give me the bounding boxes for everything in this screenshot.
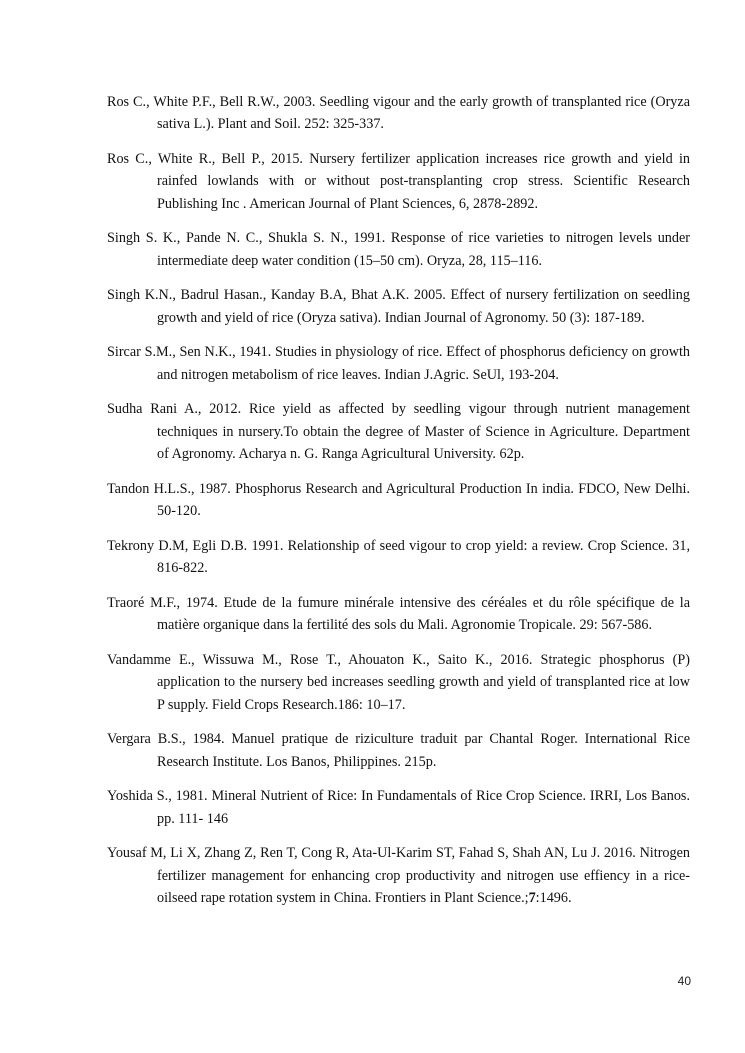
reference-entry-last bbox=[107, 842, 690, 909]
reference-entry: Tandon H.L.S., 1987. Phosphorus Research and Agricultural Production In india. FDCO, New Delhi. 50-120. bbox=[107, 480, 690, 520]
page-number: 40 bbox=[677, 974, 691, 988]
reference-entry: Yoshida S., 1981. Mineral Nutrient of Rice: In Fundamentals of Rice Crop Science. IRRI, Los Banos. pp. 111- 146 bbox=[107, 788, 690, 827]
reference-entry: Singh K.N., Badrul Hasan., Kanday B.A, Bhat A.K. 2005. Effect of nursery fertilization on seedling growth and yield of rice (Oryza sativa). Indian Journal of Agronomy. 50 (3): 187-189. bbox=[107, 287, 690, 326]
reference-entry: Traoré M.F., 1974. Etude de la fumure minérale intensive des céréales et du rôle spécifique de la matière organique dans la fertilité des sols du Mali. Agronomie Tropicale. 29: 567-586. bbox=[107, 594, 690, 634]
reference-entry: Ros C., White R., Bell P., 2015. Nursery fertilizer application increases rice growth and yield in rainfed lowlands with or without post-transplanting crop stress. Scientific Research Publishing Inc . American Journal of Plant Sciences, 6, 2878-2892. bbox=[107, 151, 690, 212]
reference-pages: :1496. bbox=[535, 890, 572, 907]
reference-entry: Vergara B.S., 1984. Manuel pratique de riziculture traduit par Chantal Roger. International Rice Research Institute. Los Banos, Philippines. 215p. bbox=[107, 731, 690, 770]
reference-entry: Sircar S.M., Sen N.K., 1941. Studies in physiology of rice. Effect of phosphorus deficiency on growth and nitrogen metabolism of rice leaves. Indian J.Agric. SeUl, 193-204. bbox=[107, 344, 690, 383]
reference-entry: Tekrony D.M, Egli D.B. 1991. Relationship of seed vigour to crop yield: a review. Crop Science. 31, 816-822. bbox=[107, 537, 690, 577]
reference-list bbox=[107, 91, 690, 922]
volume-number: 7 bbox=[528, 890, 536, 907]
reference-entry: Ros C., White P.F., Bell R.W., 2003. Seedling vigour and the early growth of transplanted rice (Oryza sativa L.). Plant and Soil. 252: 325-337. bbox=[107, 94, 690, 133]
reference-entry: Vandamme E., Wissuwa M., Rose T., Ahouaton K., Saito K., 2016. Strategic phosphorus (P) application to the nursery bed increases seedling growth and yield of transplanted rice at low P supply. Field Crops Research.186: 10–17. bbox=[107, 651, 690, 713]
reference-text: Yousaf M, Li X, Zhang Z, Ren T, Cong R, Ata-Ul-Karim ST, Fahad S, Shah AN, Lu J. 2016. Nitrogen fertilizer management for enhancing crop productivity and nitrogen use effiency in a rice-oilseed rape rotation system in China. Frontiers in Plant Science.; bbox=[107, 845, 690, 907]
reference-entry: Sudha Rani A., 2012. Rice yield as affected by seedling vigour through nutrient management techniques in nursery.To obtain the degree of Master of Science in Agriculture. Department of Agronomy. Acharya n. G. Ranga Agricultural University. 62p. bbox=[107, 401, 690, 463]
reference-entry: Singh S. K., Pande N. C., Shukla S. N., 1991. Response of rice varieties to nitrogen levels under intermediate deep water condition (15–50 cm). Oryza, 28, 115–116. bbox=[107, 230, 690, 269]
